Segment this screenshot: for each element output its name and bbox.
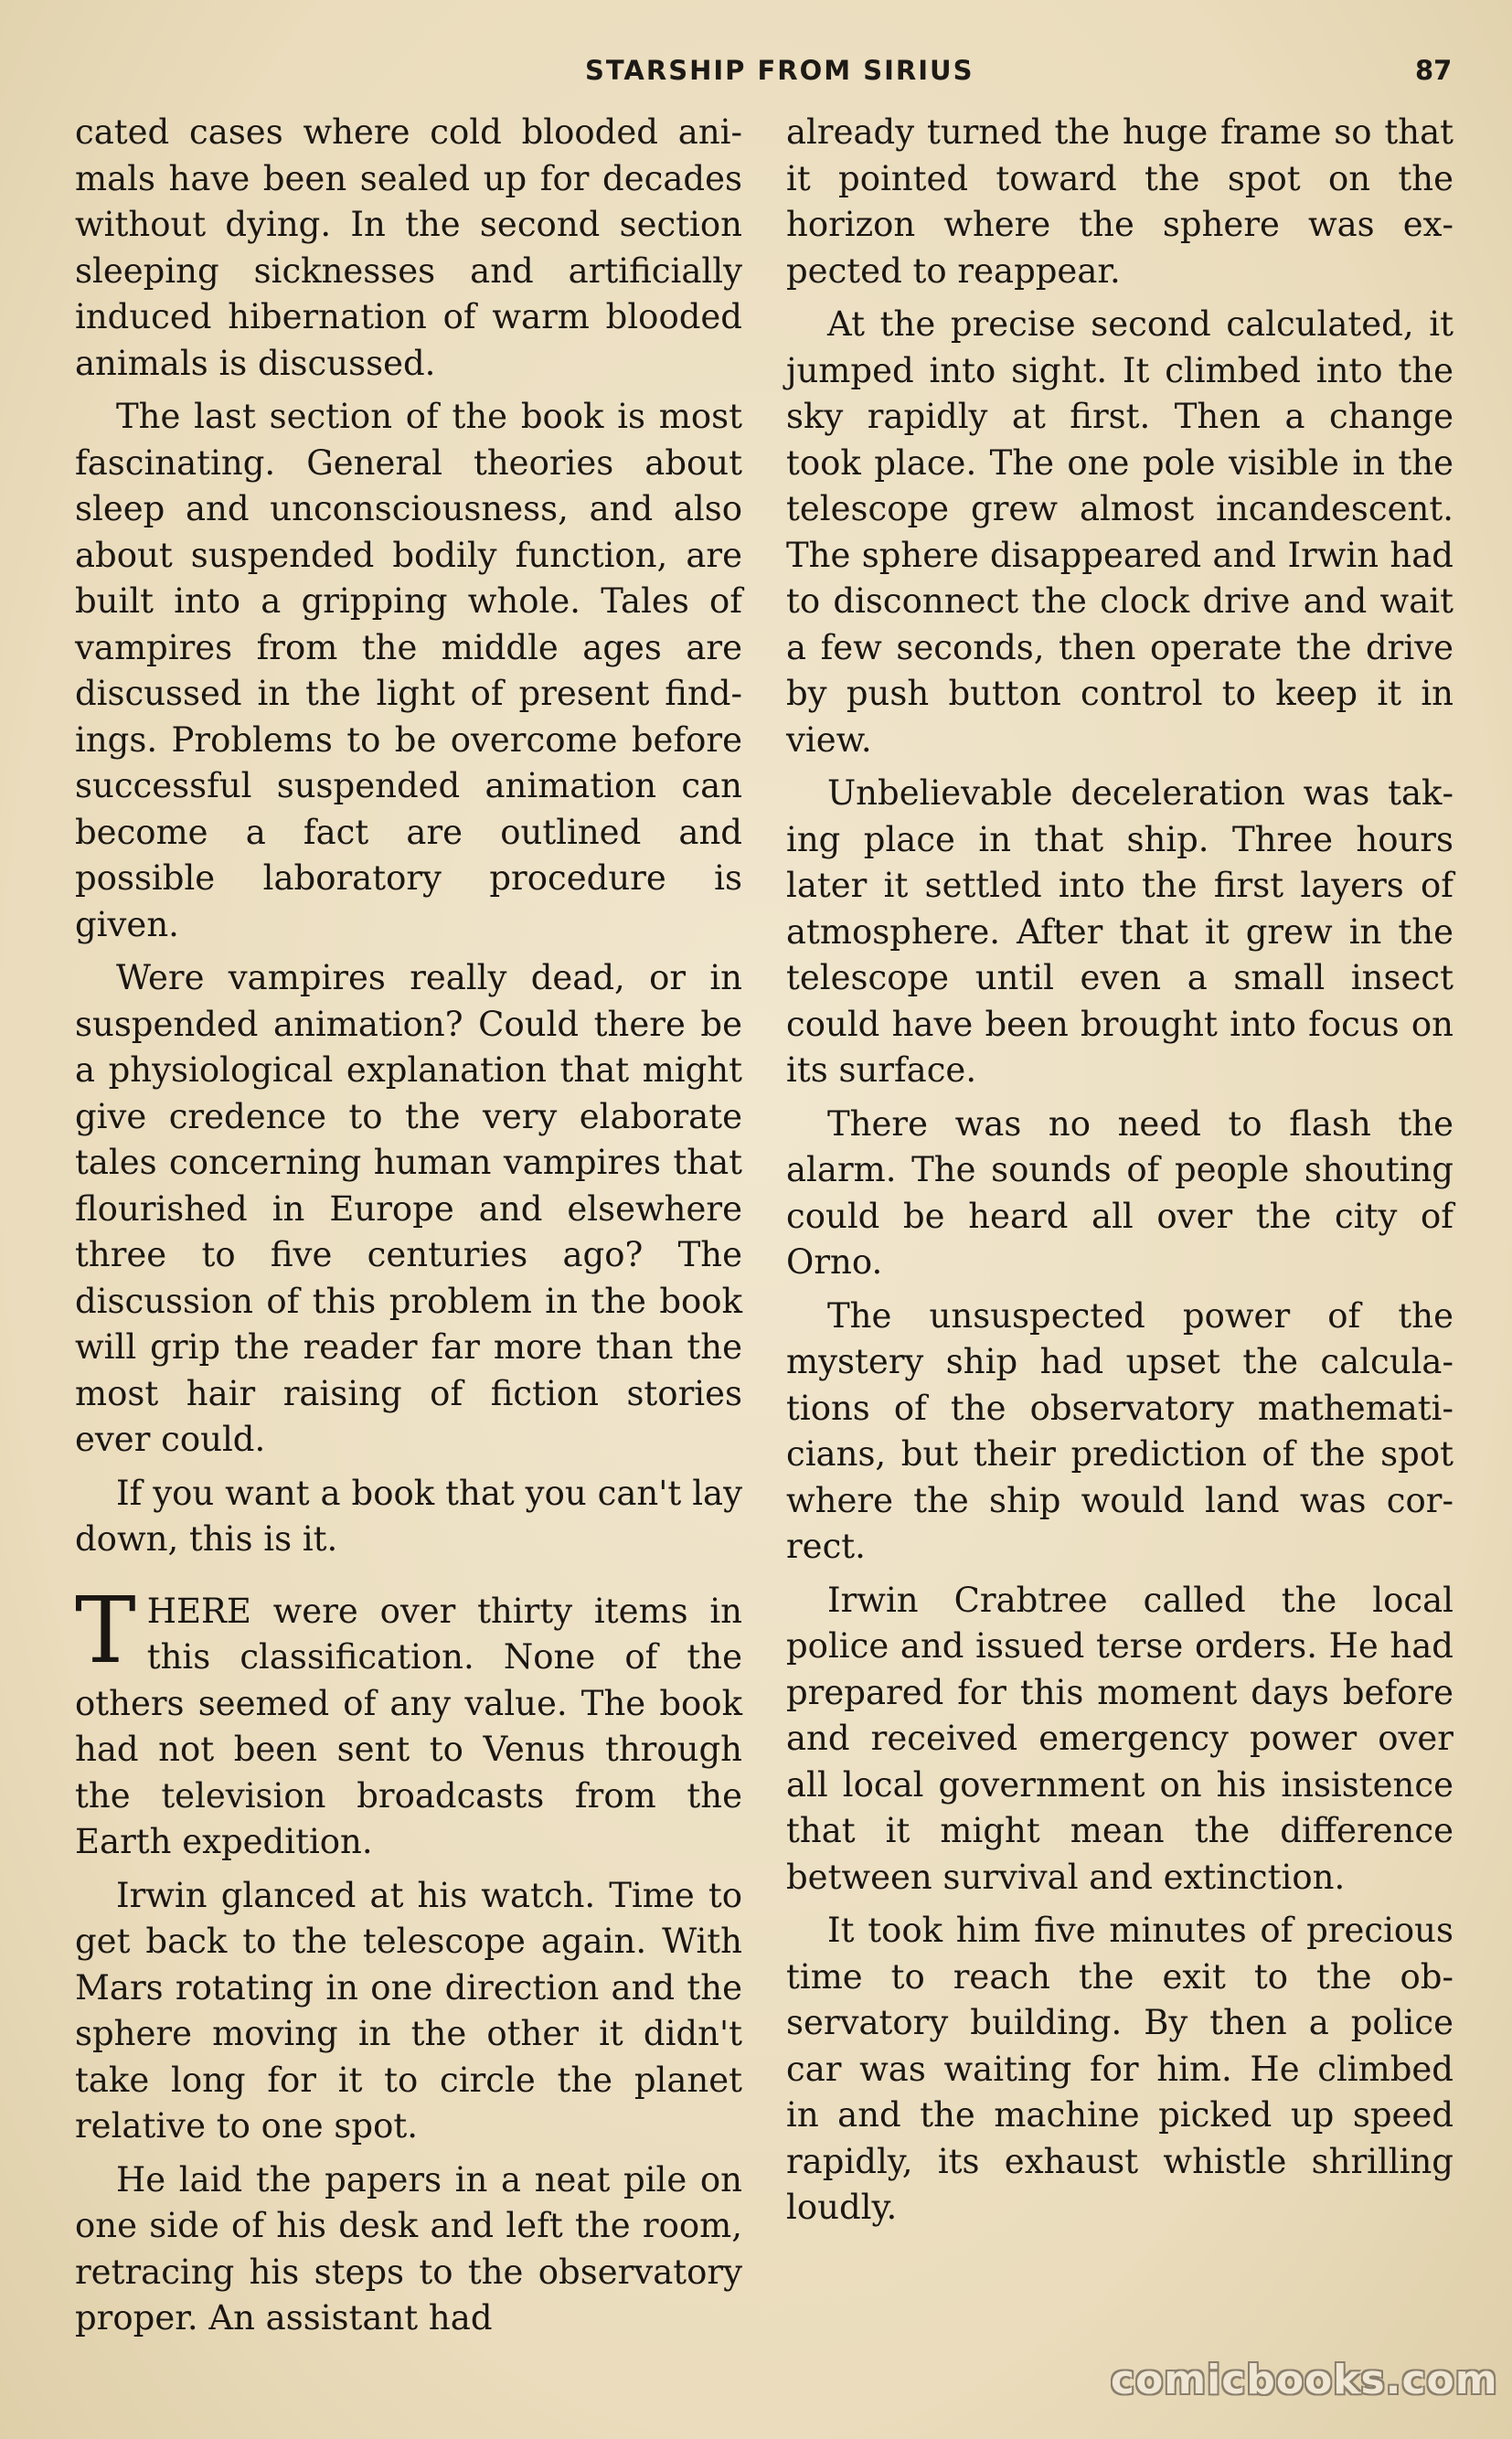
paragraph: The last section of the book is most fascinating. General theories about sleep and unconsciousness, and also about suspended bodily function, are built into a gripping whole. Tales of vampires from the middle ages are discussed in the light of present findings. Problems to be overcome before successful suspended animation can become a fact are outlined and possible laboratory procedure is given.: [75, 397, 742, 944]
paragraph: Irwin glanced at his watch. Time to get back to the telescope again. With Mars rotating in one direction and the sphere moving in the other it didn't take long for it to circle the planet relative to one spot.: [75, 1875, 742, 2146]
watermark-logo: comicbooks.com: [1111, 2357, 1498, 2403]
left-column: [75, 110, 742, 2349]
section-opening-paragraph: [75, 1576, 742, 1866]
page-header: [0, 55, 1512, 91]
paragraph: Were vampires really dead, or in suspended animation? Could there be a physiological explanation that might give credence to the very elaborate tales concerning human vampires that flourished in Europe and elsewhere three to five centuries ago? The discussion of this problem in the book will grip the reader far more than the most hair raising of fiction stories ever could.: [75, 958, 742, 1459]
paragraph: already turned the huge frame so that it pointed toward the spot on the horizon where the sphere was expected to reappear.: [786, 112, 1453, 291]
page-number: 87: [1415, 55, 1453, 86]
paragraph: At the precise second calculated, it jumped into sight. It climbed into the sky rapidly at first. Then a change took place. The one pole visible in the telescope grew almost incandescent. The sphere disappeared and Irwin had to disconnect the clock drive and wait a few seconds, then operate the drive by push button control to keep it in view.: [786, 304, 1453, 760]
paragraph: cated cases where cold blooded animals have been sealed up for decades without dying. In the second section sleeping sicknesses and artificially induced hibernation of warm blooded animals is discussed.: [75, 112, 742, 383]
drop-cap: T: [75, 1576, 136, 1684]
paragraph: Irwin Crabtree called the local police and issued terse orders. He had prepared for this moment days before and received emergency power over all local government on his insistence that it might mean the difference between survival and extinction.: [786, 1580, 1453, 1897]
paragraph: It took him five minutes of precious time to reach the exit to the observatory building. By then a police car was waiting for him. He climbed in and the machine picked up speed rapidly, its exhaust whistle shrilling loudly.: [786, 1911, 1453, 2227]
paragraph: If you want a book that you can't lay down, this is it.: [75, 1473, 742, 1559]
right-column: [786, 110, 1453, 2239]
paragraph: There was no need to flash the alarm. The sounds of people shouting could be heard all over the city of Orno.: [786, 1103, 1453, 1282]
paragraph: The unsuspected power of the mystery ship had upset the calculations of the observatory mathematicians, but their prediction of the spot where the ship would land was correct.: [786, 1295, 1453, 1566]
running-title: STARSHIP FROM SIRIUS: [585, 55, 974, 86]
paragraph: Unbelievable deceleration was taking place in that ship. Three hours later it settled into the first layers of atmosphere. After that it grew in the telescope until even a small insect could have been brought into focus on its surface.: [786, 773, 1453, 1090]
section-opening-text: HERE were over thirty items in this classification. None of the others seemed of any value. The book had not been sent to Venus through the television broadcasts from the Earth expedition.: [75, 1591, 742, 1861]
paragraph: He laid the papers in a neat pile on one side of his desk and left the room, retracing his steps to the observatory proper. An assistant had: [75, 2159, 742, 2338]
